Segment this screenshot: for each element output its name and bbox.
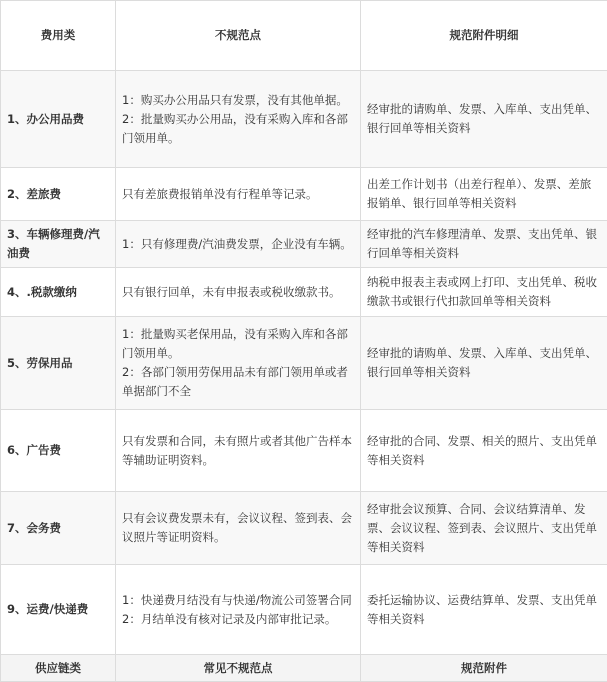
table-row — [1, 71, 607, 168]
row-category: 1、办公用品费 — [1, 71, 116, 168]
row-category: 5、劳保用品 — [1, 317, 116, 410]
row-issues — [116, 492, 361, 565]
issue-line: 只有差旅费报销单没有行程单等记录。 — [122, 186, 318, 201]
table-row — [1, 168, 607, 221]
table-row — [1, 221, 607, 268]
issue-line: 1：购买办公用品只有发票，没有其他单据。 — [122, 92, 348, 107]
row-category: 7、会务费 — [1, 492, 116, 565]
table-footer-row — [1, 655, 607, 682]
row-category: 2、差旅费 — [1, 168, 116, 221]
row-issues — [116, 268, 361, 317]
row-attachments: 纳税申报表主表或网上打印、支出凭单、税收缴款书或银行代扣款回单等相关资料 — [361, 268, 607, 317]
issue-line: 2：月结单没有核对记录及内部审批记录。 — [122, 611, 337, 626]
header-nonstandard-points: 不规范点 — [116, 1, 361, 71]
row-category: 6、广告费 — [1, 410, 116, 492]
row-attachments: 出差工作计划书（出差行程单）、发票、差旅报销单、银行回单等相关资料 — [361, 168, 607, 221]
issue-line: 1：批量购买老保用品，没有采购入库和各部门领用单。 — [122, 327, 348, 360]
header-standard-attachments: 规范附件明细 — [361, 1, 607, 71]
row-attachments: 经审批的请购单、发票、入库单、支出凭单、银行回单等相关资料 — [361, 317, 607, 410]
issue-line: 只有会议费发票未有，会议议程、签到表、会议照片等证明资料。 — [122, 511, 352, 544]
row-issues — [116, 410, 361, 492]
row-issues — [116, 565, 361, 655]
footer-supply-chain: 供应链类 — [1, 655, 116, 682]
row-attachments: 经审批的请购单、发票、入库单、支出凭单、银行回单等相关资料 — [361, 71, 607, 168]
row-issues — [116, 317, 361, 410]
row-issues — [116, 168, 361, 221]
row-attachments: 经审批的合同、发票、相关的照片、支出凭单等相关资料 — [361, 410, 607, 492]
issue-line: 只有银行回单，未有申报表或税收缴款书。 — [122, 284, 341, 299]
issue-line: 2：批量购买办公用品，没有采购入库和各部门领用单。 — [122, 111, 348, 145]
table-row — [1, 565, 607, 655]
issue-line: 1：只有修理费/汽油费发票，企业没有车辆。 — [122, 236, 352, 251]
row-issues — [116, 221, 361, 268]
row-attachments: 委托运输协议、运费结算单、发票、支出凭单等相关资料 — [361, 565, 607, 655]
header-expense-type: 费用类 — [1, 1, 116, 71]
footer-common-nonstandard: 常见不规范点 — [116, 655, 361, 682]
row-attachments: 经审批会议预算、合同、会议结算清单、发票、会议议程、签到表、会议照片、支出凭单等相关资料 — [361, 492, 607, 565]
table-header-row — [1, 1, 607, 71]
row-category: 4、.税款缴纳 — [1, 268, 116, 317]
table-row — [1, 492, 607, 565]
table-row — [1, 317, 607, 410]
row-category: 3、车辆修理费/汽油费 — [1, 221, 116, 268]
issue-line: 1：快递费月结没有与快递/物流公司签署合同 — [122, 592, 352, 607]
row-issues — [116, 71, 361, 168]
table-row — [1, 410, 607, 492]
row-attachments: 经审批的汽车修理清单、发票、支出凭单、银行回单等相关资料 — [361, 221, 607, 268]
table-row — [1, 268, 607, 317]
issue-line: 2：各部门领用劳保用品未有部门领用单或者单据部门不全 — [122, 365, 348, 398]
row-category: 9、运费/快递费 — [1, 565, 116, 655]
footer-standard-attachments: 规范附件 — [361, 655, 607, 682]
issue-line: 只有发票和合同，未有照片或者其他广告样本等辅助证明资料。 — [122, 433, 352, 467]
